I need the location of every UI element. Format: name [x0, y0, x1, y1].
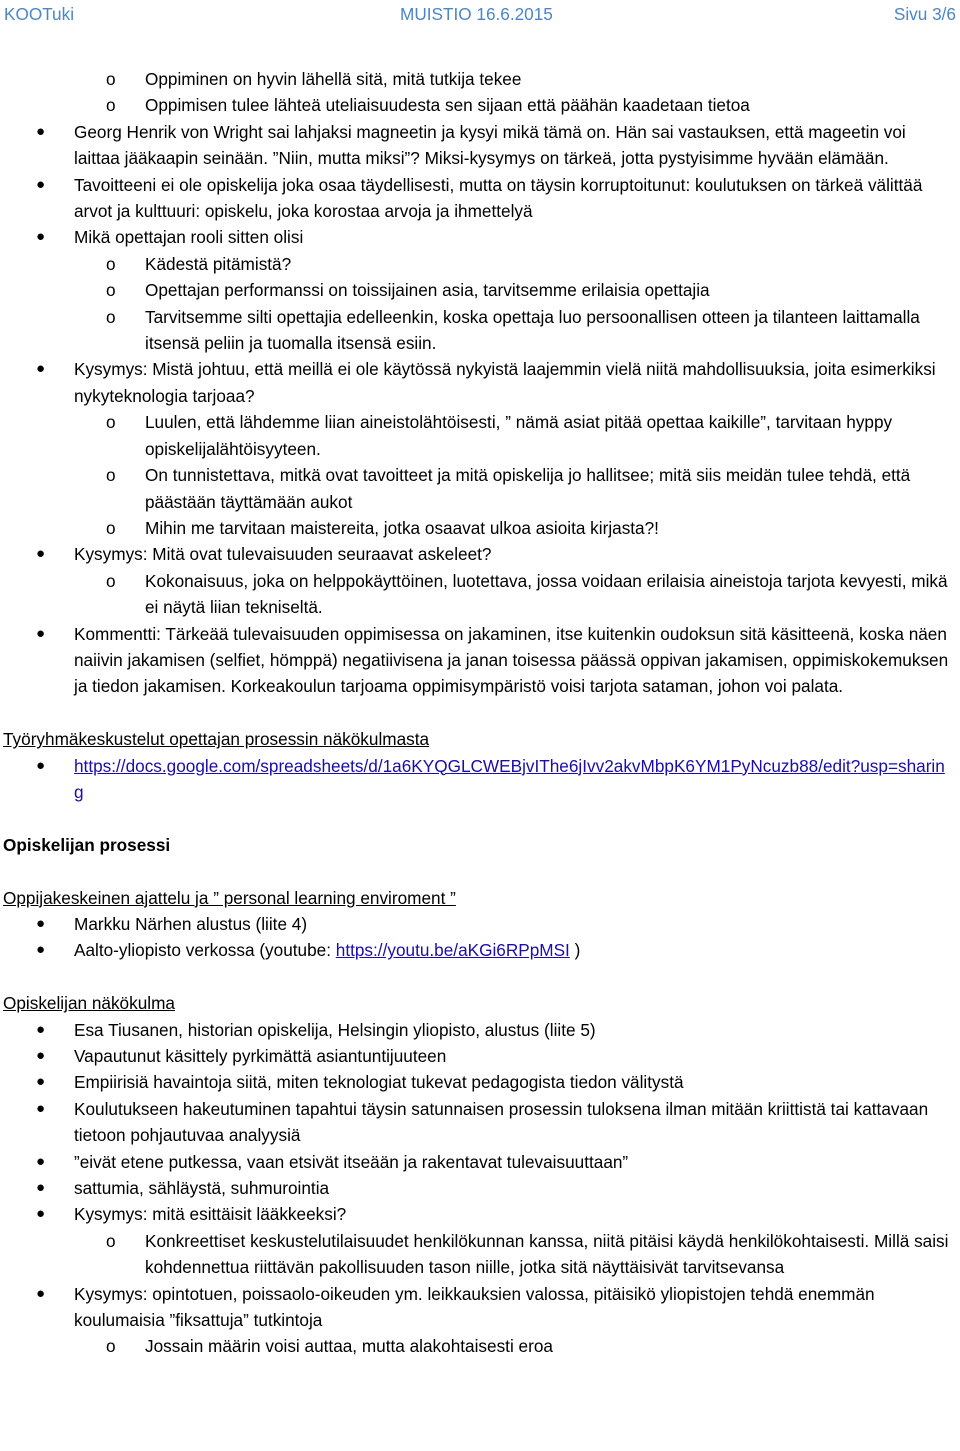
document-body [0, 66, 960, 1360]
list-item-text: Kommentti: Tärkeää tulevaisuuden oppimisessa on jakaminen, itse kuitenkin oudoksun sitä käsitteenä, koska näen naiivin jakamisen (selfiet, hömppä) negatiivisena ja janan toisessa päässä oppivan jakamisen, oppimiskokemuksen ja tiedon jakamisen. Korkeakoulun tarjoama oppimisympäristö voisi tarjota sataman, johon voi palata. [74, 623, 949, 697]
section-heading [0, 885, 960, 911]
circle-bullet-icon: o [106, 465, 116, 486]
bullet-icon: ● [36, 1205, 46, 1223]
list-item [0, 92, 960, 118]
list-item-text: Kokonaisuus, joka on helppokäyttöinen, luotettava, jossa voidaan erilaisia aineistoja tarjota kevyesti, mikä ei näytä liian tekniseltä. [145, 570, 948, 618]
bullet-icon: ● [36, 1020, 46, 1038]
list-item [0, 172, 960, 225]
circle-bullet-icon: o [106, 412, 116, 433]
circle-bullet-icon: o [106, 306, 116, 327]
circle-bullet-icon: o [106, 1230, 116, 1251]
bullet-icon: ● [36, 941, 46, 959]
header-page-number: Sivu 3/6 [893, 4, 956, 24]
list-item [0, 1228, 960, 1281]
list-item-text: sattumia, sähläystä, suhmurointia [74, 1178, 330, 1198]
section-heading [0, 726, 960, 752]
list-item [0, 251, 960, 277]
list-item-text: Georg Henrik von Wright sai lahjaksi magneetin ja kysyi mikä tämä on. Hän sai vastauksen, että mageetin voi laittaa jääkaapin seinään. ”Niin, mutta miksi”? Miksi-kysymys on tärkeä, jotta pystyisimme hyvään elämään. [74, 121, 906, 169]
bullet-icon: ● [36, 624, 46, 642]
section-heading-text: Oppijakeskeinen ajattelu ja ” personal learning enviroment ” [3, 887, 456, 908]
list-item-text: Oppimisen tulee lähteä uteliaisuudesta sen sijaan että päähän kaadetaan tietoa [145, 95, 750, 116]
bullet-icon: ● [36, 1284, 46, 1302]
circle-bullet-icon: o [106, 253, 116, 274]
list-item-text: Jossain määrin voisi auttaa, mutta alakohtaisesti eroa [145, 1336, 553, 1357]
circle-bullet-icon: o [106, 1336, 116, 1357]
list-item-text: ) [569, 940, 581, 961]
section-heading [0, 832, 960, 858]
list-item-text: Mihin me tarvitaan maistereita, jotka osaavat ulkoa asioita kirjasta?! [145, 517, 659, 538]
list-item [0, 753, 960, 806]
section-heading-text: Työryhmäkeskustelut opettajan prosessin näkökulmasta [3, 729, 430, 750]
spreadsheet-link[interactable]: https://docs.google.com/spreadsheets/d/1a6KYQGLCWEBjvIThe6jIvv2akvMbpK6YM1PyNcuzb88/edit?usp=sharing [74, 755, 945, 802]
bullet-icon: ● [36, 122, 46, 140]
list-item-text: On tunnistettava, mitkä ovat tavoitteet ja mitä opiskelija jo hallitsee; mitä siis meidän tulee tehdä, että päästään täyttämään aukot [145, 465, 911, 512]
list-item-text: Vapautunut käsittely pyrkimättä asiantuntijuuteen [74, 1045, 447, 1066]
circle-bullet-icon: o [106, 95, 116, 116]
bullet-icon: ● [36, 1099, 46, 1117]
list-item [0, 1281, 960, 1334]
list-item [0, 1201, 960, 1227]
bullet-icon: ● [36, 228, 46, 246]
list-item-text: Esa Tiusanen, historian opiskelija, Helsingin yliopisto, alustus (liite 5) [74, 1019, 596, 1040]
list-item-text: ”eivät etene putkessa, vaan etsivät itseään ja rakentavat tulevaisuuttaan” [74, 1151, 629, 1172]
list-item-text: Kädestä pitämistä? [145, 253, 292, 274]
list-item-text: Konkreettiset keskustelutilaisuudet henkilökunnan kanssa, niitä pitäisi käydä henkilökohtaisesti. Millä saisi kohdennettua riittävän pakollisuuden tason niille, jotka sitä näyttäisivät tarvitsevansa [145, 1230, 949, 1278]
list-item-text: Koulutukseen hakeutuminen tapahtui täysin satunnaisen prosessin tuloksena ilman mitään kriittistä tai kattavaan tietoon pohjautuvaa analyysiä [74, 1098, 929, 1146]
list-item-text: Kysymys: opintotuen, poissaolo-oikeuden ym. leikkauksien valossa, pitäisikö yliopistojen tehdä enemmän koulumaisia ”fiksattuja” tutkintoja [74, 1283, 875, 1331]
list-item [0, 568, 960, 621]
list-item [0, 409, 960, 462]
circle-bullet-icon: o [106, 570, 116, 591]
list-item-text: Luulen, että lähdemme liian aineistolähtöisesti, ” nämä asiat pitää opettaa kaikille”, tarvitaan hyppy opiskelijalähtöisyyteen. [145, 412, 893, 459]
bullet-icon: ● [36, 1152, 46, 1170]
circle-bullet-icon: o [106, 280, 116, 301]
circle-bullet-icon: o [106, 69, 116, 89]
list-item [0, 356, 960, 409]
list-item-text: Aalto-yliopisto verkossa (youtube: [74, 940, 336, 961]
bullet-icon: ● [36, 545, 46, 563]
page-header [4, 3, 956, 25]
list-item [0, 1069, 960, 1095]
section-heading-text: Opiskelijan näkökulma [3, 993, 175, 1014]
list-item [0, 66, 960, 92]
list-item-text: Markku Närhen alustus (liite 4) [74, 913, 308, 934]
section-heading-text: Opiskelijan prosessi [3, 834, 171, 855]
list-item [0, 1043, 960, 1069]
list-item-text: Oppiminen on hyvin lähellä sitä, mitä tutkija tekee [145, 69, 522, 89]
youtube-link[interactable]: https://youtu.be/aKGi6RPpMSI [335, 940, 570, 961]
list-item [0, 1333, 960, 1359]
list-item-text: Tarvitsemme silti opettajia edelleenkin, koska opettaja luo persoonallisen otteen ja tilanteen laittamalla itsensä peliin ja tuomalla itsensä esiin. [145, 306, 920, 354]
list-item [0, 304, 960, 357]
list-item [0, 515, 960, 541]
list-item-text: Mikä opettajan rooli sitten olisi [74, 227, 304, 248]
section-heading [0, 990, 960, 1016]
list-item [0, 119, 960, 172]
list-item [0, 1096, 960, 1149]
list-item-text: Tavoitteeni ei ole opiskelija joka osaa täydellisesti, mutta on täysin korruptoitunut: koulutuksen on tärkeä välittää arvot ja kulttuuri: opiskelu, joka korostaa arvoja ja ihmettelyä [74, 174, 923, 222]
list-item-text: Kysymys: mitä esittäisit lääkkeeksi? [74, 1204, 347, 1225]
list-item [0, 224, 960, 250]
bullet-icon: ● [36, 756, 46, 774]
bullet-icon: ● [36, 914, 46, 932]
list-item [0, 621, 960, 700]
list-item [0, 277, 960, 303]
list-item [0, 1017, 960, 1043]
list-item [0, 541, 960, 567]
header-title: MUISTIO 16.6.2015 [400, 4, 553, 24]
bullet-icon: ● [36, 175, 46, 193]
bullet-icon: ● [36, 1046, 46, 1064]
list-item [0, 1149, 960, 1175]
circle-bullet-icon: o [106, 517, 116, 538]
list-item-text: Kysymys: Mitä ovat tulevaisuuden seuraavat askeleet? [74, 544, 492, 565]
list-item [0, 1175, 960, 1201]
list-item-text: Opettajan performanssi on toissijainen asia, tarvitsemme erilaisia opettajia [145, 280, 710, 301]
bullet-icon: ● [36, 1073, 46, 1091]
list-item-text: Empiirisiä havaintoja siitä, miten teknologiat tukevat pedagogista tiedon välitystä [74, 1072, 684, 1093]
bullet-icon: ● [36, 360, 46, 378]
list-item [0, 937, 960, 963]
list-item [0, 462, 960, 515]
bullet-icon: ● [36, 1179, 46, 1196]
list-item [0, 911, 960, 937]
header-org: KOOTuki [4, 4, 75, 24]
list-item-text: Kysymys: Mistä johtuu, että meillä ei ole käytössä nykyistä laajemmin vielä niitä mahdollisuuksia, joita esimerkiksi nykyteknologia tarjoaa? [74, 359, 936, 406]
